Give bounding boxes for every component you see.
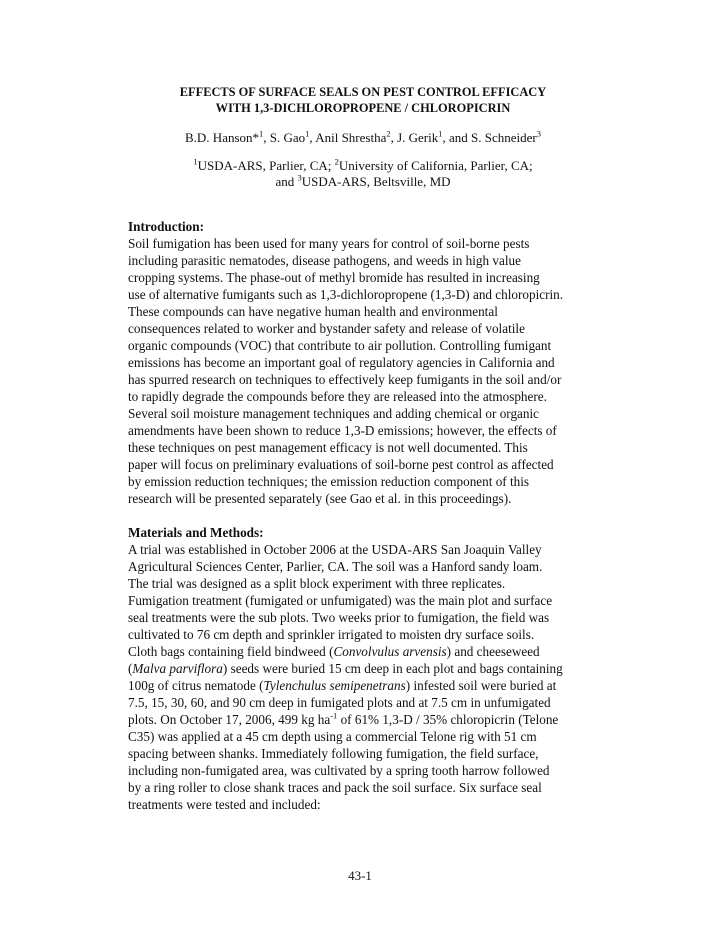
intro-line: use of alternative fumigants such as 1,3-dichloropropene (1,3-D) and chloropicrin. <box>128 287 564 302</box>
methods-text: Cloth bags containing field bindweed ( <box>128 644 334 659</box>
author-schneider: , and S. Schneider <box>442 130 537 145</box>
intro-line: research will be presented separately (see Gao et al. in this proceedings). <box>128 491 512 506</box>
methods-text: 100g of citrus nematode ( <box>128 678 264 693</box>
affil-uc-parlier: University of California, Parlier, CA; <box>338 158 533 173</box>
affil-mark-2: 2 <box>334 156 339 167</box>
methods-line: by a ring roller to close shank traces and pack the soil surface. Six surface seal <box>128 780 542 795</box>
title-line-2: WITH 1,3-DICHLOROPROPENE / CHLOROPICRIN <box>215 101 511 115</box>
methods-line: treatments were tested and included: <box>128 797 321 812</box>
affiliation-line-2 <box>128 174 598 190</box>
methods-line: Fumigation treatment (fumigated or unfumigated) was the main plot and surface <box>128 593 553 608</box>
methods-heading: Materials and Methods: <box>128 525 264 540</box>
methods-line: Agricultural Sciences Center, Parlier, CA. The soil was a Hanford sandy loam. <box>128 559 543 574</box>
introduction-paragraph <box>128 235 598 507</box>
page-number: 43-1 <box>348 868 372 883</box>
methods-line <box>128 711 598 728</box>
introduction-heading: Introduction: <box>128 219 204 234</box>
methods-line <box>128 643 598 660</box>
methods-text: plots. On October 17, 2006, 499 kg ha <box>128 712 331 727</box>
author-shrestha: , Anil Shrestha <box>309 130 387 145</box>
methods-text: ( <box>128 661 133 676</box>
methods-text: ) infested soil were buried at <box>405 678 557 693</box>
intro-line: emissions has become an important goal of regulatory agencies in California and <box>128 355 555 370</box>
title-line-1: EFFECTS OF SURFACE SEALS ON PEST CONTROL EFFICACY <box>179 85 547 99</box>
methods-line: C35) was applied at a 45 cm depth using a commercial Telone rig with 51 cm <box>128 729 537 744</box>
methods-text: ) and cheeseweed <box>446 644 540 659</box>
intro-line: to rapidly degrade the compounds before they are released into the atmosphere. <box>128 389 547 404</box>
author-shrestha-affil: 2 <box>386 128 391 139</box>
methods-line: seal treatments were the sub plots. Two weeks prior to fumigation, the field was <box>128 610 550 625</box>
affil-and: and <box>275 174 298 189</box>
affil-mark-1: 1 <box>193 156 198 167</box>
author-gao-affil: 1 <box>305 128 310 139</box>
intro-line: These compounds can have negative human health and environmental <box>128 304 498 319</box>
intro-line: by emission reduction techniques; the emission reduction component of this <box>128 474 530 489</box>
methods-line: The trial was designed as a split block experiment with three replicates. <box>128 576 506 591</box>
intro-line: Soil fumigation has been used for many years for control of soil-borne pests <box>128 236 530 251</box>
intro-line: cropping systems. The phase-out of methyl bromide has resulted in increasing <box>128 270 540 285</box>
author-schneider-affil: 3 <box>536 128 541 139</box>
intro-line: amendments have been shown to reduce 1,3-D emissions; however, the effects of <box>128 423 557 438</box>
intro-line: including parasitic nematodes, disease pathogens, and weeds in high value <box>128 253 521 268</box>
intro-line: these techniques on pest management efficacy is not well documented. This <box>128 440 528 455</box>
species-cheeseweed: Malva parviflora <box>132 661 223 676</box>
paper-title <box>128 84 598 116</box>
affiliation-line-1 <box>128 158 598 174</box>
intro-line: Several soil moisture management techniques and adding chemical or organic <box>128 406 540 421</box>
methods-line: including non-fumigated area, was cultivated by a spring tooth harrow followed <box>128 763 550 778</box>
affil-mark-3: 3 <box>297 172 302 183</box>
methods-line: A trial was established in October 2006 at the USDA-ARS San Joaquin Valley <box>128 542 542 557</box>
author-hanson-affil: 1 <box>259 128 264 139</box>
author-gerik: , J. Gerik <box>390 130 439 145</box>
author-gao: , S. Gao <box>263 130 306 145</box>
methods-paragraph <box>128 541 598 813</box>
methods-line: spacing between shanks. Immediately following fumigation, the field surface, <box>128 746 539 761</box>
affil-usda-beltsville: USDA-ARS, Beltsville, MD <box>301 174 451 189</box>
methods-line: cultivated to 76 cm depth and sprinkler irrigated to moisten dry surface soils. <box>128 627 535 642</box>
methods-line: 7.5, 15, 30, 60, and 90 cm deep in fumigated plots and at 7.5 cm in unfumigated <box>128 695 551 710</box>
species-bindweed: Convolvulus arvensis <box>333 644 447 659</box>
methods-text: ) seeds were buried 15 cm deep in each plot and bags containing <box>222 661 563 676</box>
intro-line: organic compounds (VOC) that contribute to air pollution. Controlling fumigant <box>128 338 552 353</box>
species-citrus-nematode: Tylenchulus semipenetrans <box>263 678 406 693</box>
methods-text: of 61% 1,3-D / 35% chloropicrin (Telone <box>337 712 559 727</box>
affiliations <box>128 158 598 190</box>
paper-page <box>128 84 598 813</box>
affil-usda-parlier: USDA-ARS, Parlier, CA; <box>197 158 335 173</box>
author-hanson: B.D. Hanson* <box>185 130 260 145</box>
author-list <box>128 130 598 146</box>
methods-line <box>128 660 598 677</box>
intro-line: has spurred research on techniques to effectively keep fumigants in the soil and/or <box>128 372 562 387</box>
unit-exponent: -1 <box>330 710 338 721</box>
intro-line: paper will focus on preliminary evaluations of soil-borne pest control as affected <box>128 457 554 472</box>
author-gerik-affil: 1 <box>438 128 443 139</box>
intro-line: consequences related to worker and bystander safety and release of volatile <box>128 321 525 336</box>
methods-line <box>128 677 598 694</box>
